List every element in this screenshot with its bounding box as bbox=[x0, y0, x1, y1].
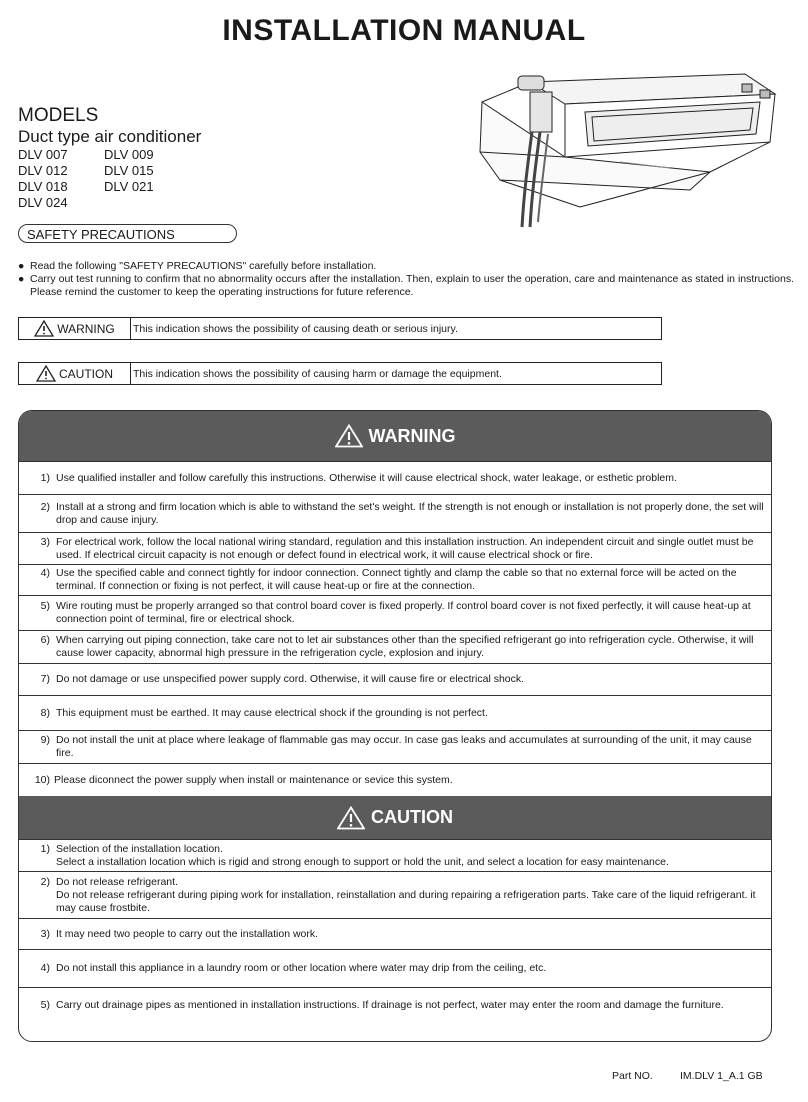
warning-item: 8) This equipment must be earthed. It may cause electrical shock if the grounding is not perfect. bbox=[19, 695, 771, 730]
warning-item: 9) Do not install the unit at place where leakage of flammable gas may occur. In case gas leaks and accumulates at surrounding of the unit, it may cause fire. bbox=[19, 730, 771, 763]
model-item: DLV 009 bbox=[104, 147, 154, 162]
warning-item: 2) Install at a strong and firm location which is able to withstand the set's weight. If the strength is not enough or installation is not properly done, the set will drop and cause injury. bbox=[19, 494, 771, 532]
caution-triangle-icon bbox=[36, 365, 56, 382]
warning-indication-box bbox=[18, 317, 662, 340]
warning-section-header bbox=[19, 411, 771, 461]
caution-item: 2) Do not release refrigerant. Do not release refrigerant during piping work for installation, reinstallation and during repairing a refrigeration parts. Take care of the liquid refrigerant. it may cause frostbite. bbox=[19, 871, 771, 918]
part-number-value: IM.DLV 1_A.1 GB bbox=[680, 1070, 763, 1082]
product-subtitle: Duct type air conditioner bbox=[18, 127, 202, 146]
caution-item: 5) Carry out drainage pipes as mentioned in installation instructions. If drainage is not perfect, water may enter the room and damage the furniture. bbox=[19, 987, 771, 1023]
bullet-icon: ● bbox=[18, 260, 25, 272]
bullet-icon: ● bbox=[18, 273, 25, 285]
warning-item: 7) Do not damage or use unspecified power supply cord. Otherwise, it will cause fire or electrical shock. bbox=[19, 663, 771, 695]
model-item: DLV 024 bbox=[18, 195, 68, 210]
model-item: DLV 007 bbox=[18, 147, 68, 162]
model-item: DLV 021 bbox=[104, 179, 154, 194]
model-list bbox=[18, 147, 218, 211]
duct-unit-illustration bbox=[470, 62, 780, 232]
caution-triangle-icon bbox=[337, 806, 365, 830]
caution-indication-text: This indication shows the possibility of causing harm or damage the equipment. bbox=[133, 367, 502, 380]
warning-item: 1) Use qualified installer and follow carefully this instructions. Otherwise it will cause electrical shock, water leakage, or esthetic problem. bbox=[19, 461, 771, 494]
model-item: DLV 018 bbox=[18, 179, 68, 194]
warning-item: 10) Please diconnect the power supply when install or maintenance or sevice this system. bbox=[19, 763, 771, 796]
warning-triangle-icon bbox=[335, 424, 363, 448]
model-item: DLV 012 bbox=[18, 163, 68, 178]
model-item: DLV 015 bbox=[104, 163, 154, 178]
safety-bullets bbox=[18, 260, 794, 299]
caution-indication-box bbox=[18, 362, 662, 385]
models-heading: MODELS bbox=[18, 105, 99, 126]
precautions-panel bbox=[18, 410, 772, 1042]
caution-item: 1) Selection of the installation location. Select a installation location which is rigid and strong enough to support or hold the unit, and select a location for easy maintenance. bbox=[19, 839, 771, 871]
warning-indication-text: This indication shows the possibility of causing death or serious injury. bbox=[133, 322, 458, 335]
list-item: ● Read the following "SAFETY PRECAUTIONS" carefully before installation. bbox=[18, 260, 377, 272]
caution-item: 4) Do not install this appliance in a laundry room or other location where water may drip from the ceiling, etc. bbox=[19, 949, 771, 987]
caution-label: CAUTION bbox=[59, 366, 113, 381]
caution-section-title: CAUTION bbox=[371, 807, 453, 827]
list-item: ● Carry out test running to confirm that no abnormality occurs after the installation. Then, explain to user the operation, care and maintenance as stated in instructions. Please remind the customer to keep the operating instructions for future reference. bbox=[18, 273, 794, 298]
warning-item: 4) Use the specified cable and connect tightly for indoor connection. Connect tightly and clamp the cable so that no external force will be acted on the terminal. If connection or fixing is not perfect, it will cause heat-up or fire at the connection. bbox=[19, 564, 771, 595]
caution-item: 3) It may need two people to carry out the installation work. bbox=[19, 918, 771, 949]
document-title: INSTALLATION MANUAL bbox=[222, 14, 586, 47]
part-number-label: Part NO. bbox=[612, 1070, 653, 1082]
caution-section-header bbox=[19, 796, 771, 839]
warning-item: 5) Wire routing must be properly arranged so that control board cover is fixed properly. If control board cover is not fixed perfectly, it will cause heat-up at connection point of terminal, fire or electrical shock. bbox=[19, 595, 771, 630]
safety-precautions-heading: SAFETY PRECAUTIONS bbox=[18, 224, 237, 243]
warning-label: WARNING bbox=[57, 321, 115, 336]
warning-item: 3) For electrical work, follow the local national wiring standard, regulation and this installation instruction. An independent circuit and single outlet must be used. If electrical circuit capacity is not enough or defect found in electrical work, it will cause electrical shock or fire. bbox=[19, 532, 771, 564]
warning-section-title: WARNING bbox=[368, 425, 456, 446]
warning-triangle-icon bbox=[34, 320, 54, 337]
warning-item: 6) When carrying out piping connection, take care not to let air substances other than the specified refrigerant go into refrigeration cycle. Otherwise, it will cause lower capacity, abnormal high pressure in the refrigeration cycle, explosion and injury. bbox=[19, 630, 771, 663]
